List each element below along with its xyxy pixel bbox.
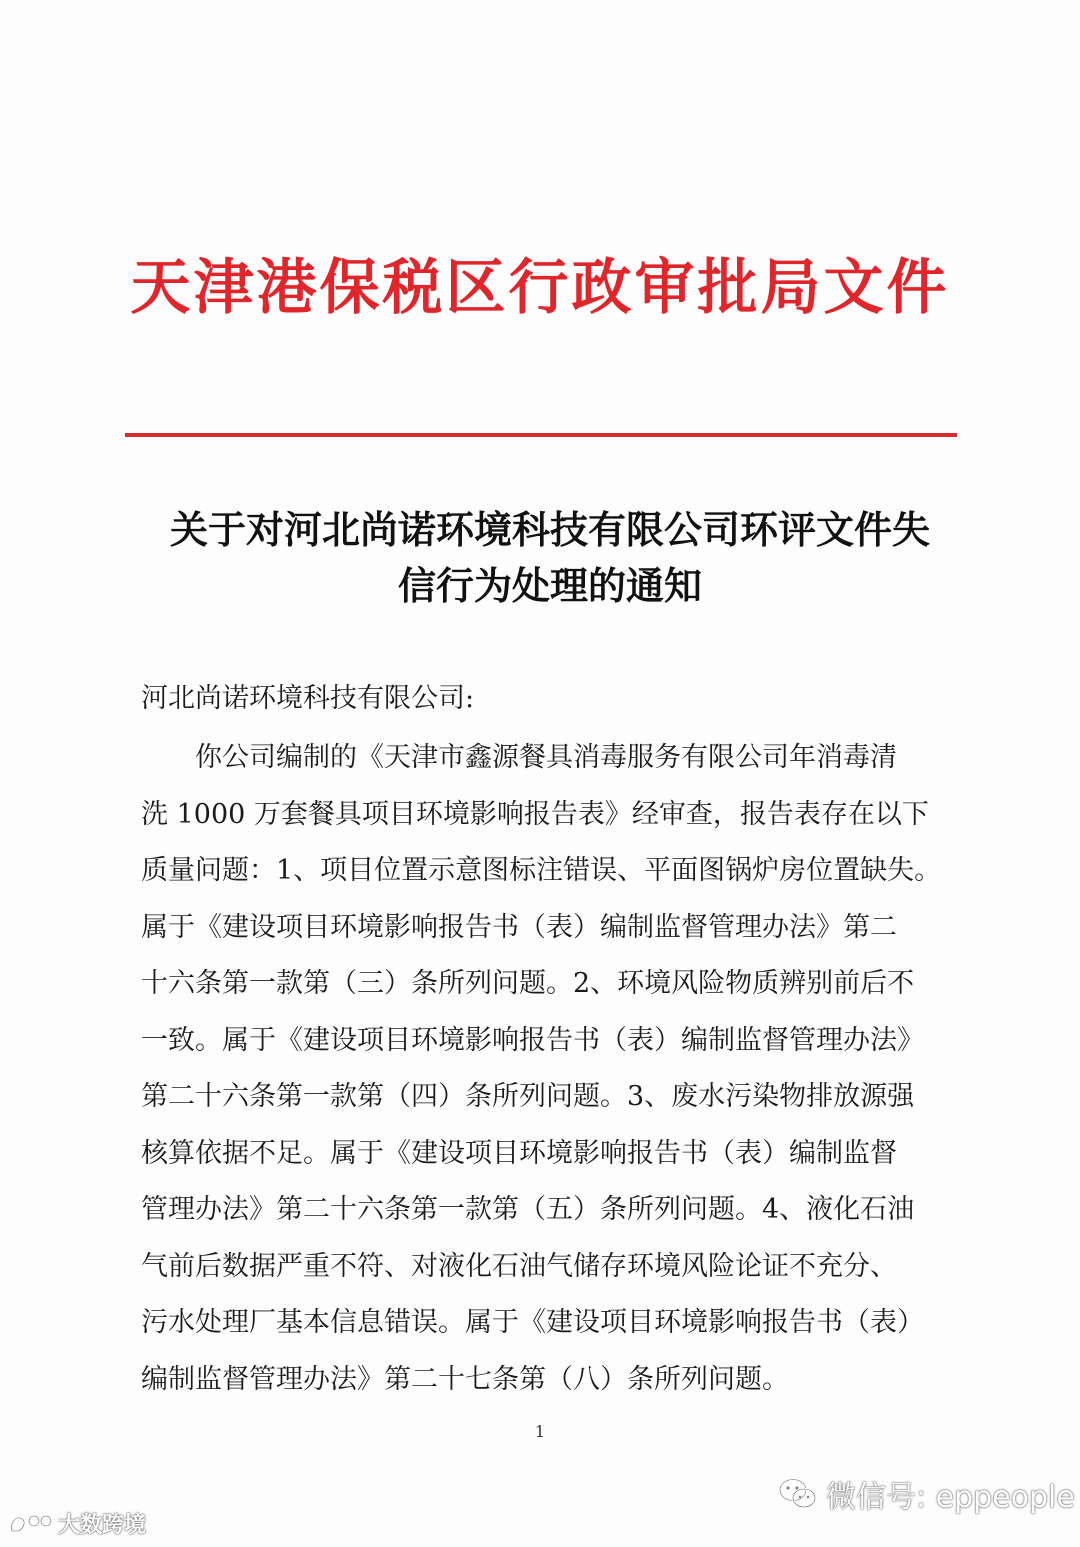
page-number: 1 <box>534 1422 546 1441</box>
wechat-watermark <box>778 1472 1075 1516</box>
salutation: 河北尚诺环境科技有限公司: <box>141 683 475 714</box>
body-line: 气前后数据严重不符、对液化石油气储存环境风险论证不充分、 <box>141 1250 897 1282</box>
agency-header-title: 天津港保税区行政审批局文件 <box>130 253 950 323</box>
body-line: 十六条第一款第（三）条所列问题。2、环境风险物质辨别前后不 <box>141 968 915 999</box>
body-line: 你公司编制的《天津市鑫源餐具消毒服务有限公司年消毒清 <box>141 742 897 773</box>
logo-icon <box>8 1511 54 1537</box>
body-paragraph <box>141 730 961 1408</box>
wechat-id-text: 微信号: eppeople <box>826 1480 1075 1515</box>
body-line: 一致。属于《建设项目环境影响报告书（表）编制监督管理办法》 <box>141 1024 924 1056</box>
document-title-line: 关于对河北尚诺环境科技有限公司环评文件失 <box>169 507 930 552</box>
source-watermark <box>8 1508 146 1539</box>
body-line: 质量问题：1、项目位置示意图标注错误、平面图锅炉房位置缺失。 <box>141 855 942 886</box>
body-line: 管理办法》第二十六条第一款第（五）条所列问题。4、液化石油 <box>141 1194 915 1225</box>
body-line: 核算依据不足。属于《建设项目环境影响报告书（表）编制监督 <box>141 1137 897 1169</box>
source-text: 大数跨境 <box>58 1513 147 1538</box>
body-line: 洗 1000 万套餐具项目环境影响报告表》经审查，报告表存在以下 <box>141 798 929 830</box>
body-line: 污水处理厂基本信息错误。属于《建设项目环境影响报告书（表） <box>141 1307 924 1338</box>
body-line: 第二十六条第一款第（四）条所列问题。3、废水污染物排放源强 <box>141 1081 915 1112</box>
wechat-icon <box>778 1477 818 1511</box>
body-line: 编制监督管理办法》第二十七条第（八）条所列问题。 <box>141 1363 789 1395</box>
document-title-line: 信行为处理的通知 <box>397 563 702 608</box>
document-title <box>140 502 960 614</box>
body-line: 属于《建设项目环境影响报告书（表）编制监督管理办法》第二 <box>141 911 897 943</box>
red-divider-line <box>125 433 957 437</box>
